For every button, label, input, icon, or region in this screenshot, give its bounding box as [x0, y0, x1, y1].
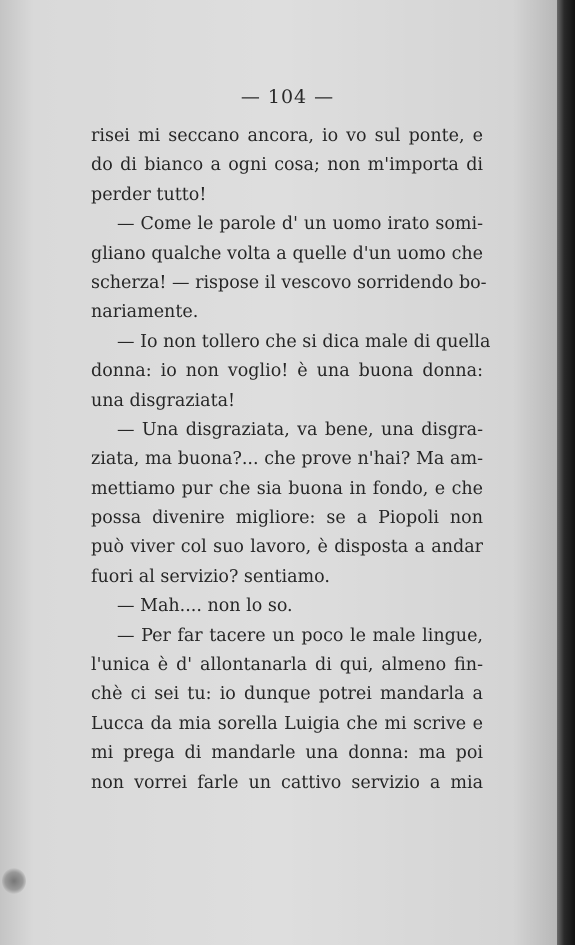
text-line: — Una disgraziata, va bene, una disgra- [117, 419, 483, 440]
text-line: scherza! — rispose il vescovo sorridendo bo- [91, 272, 487, 293]
text-line: — Come le parole d' un uomo irato somi- [117, 214, 483, 235]
text-line: do di bianco a ogni cosa; non m'importa di [91, 155, 483, 176]
text-line: — Io non tollero che si dica male di quella [117, 331, 491, 352]
text-line: nariamente. [91, 302, 199, 323]
text-line: Lucca da mia sorella Luigia che mi scrive e [91, 713, 483, 734]
text-line: fuori al servizio? sentiamo. [91, 566, 330, 587]
text-line: perder tutto! [91, 184, 207, 205]
text-line: mi prega di mandarle una donna: ma poi [91, 743, 483, 764]
text-line: donna: io non voglio! è una buona donna: [91, 361, 483, 382]
text-line: una disgraziata! [91, 390, 236, 411]
text-line: — Per far tacere un poco le male lingue, [117, 625, 483, 646]
text-line: non vorrei farle un cattivo servizio a mia [91, 772, 483, 793]
text-line: — Mah.... non lo so. [117, 596, 293, 617]
page-edge [557, 0, 575, 945]
page-number: — 104 — [240, 86, 335, 108]
text-line: gliano qualche volta a quelle d'un uomo che [91, 243, 483, 264]
body-text [91, 122, 491, 798]
text-line: ziata, ma buona?... che prove n'hai? Ma am- [91, 449, 483, 470]
text-line: può viver col suo lavoro, è disposta a andar [91, 537, 483, 558]
text-line: l'unica è d' allontanarla di qui, almeno fin- [91, 655, 483, 676]
text-line: possa divenire migliore: se a Piopoli non [91, 508, 483, 529]
text-line: risei mi seccano ancora, io vo sul ponte, e [91, 126, 483, 146]
text-line: mettiamo pur che sia buona in fondo, e che [91, 478, 483, 499]
ink-stain [2, 868, 26, 894]
text-line: chè ci sei tu: io dunque potrei mandarla a [91, 684, 483, 705]
